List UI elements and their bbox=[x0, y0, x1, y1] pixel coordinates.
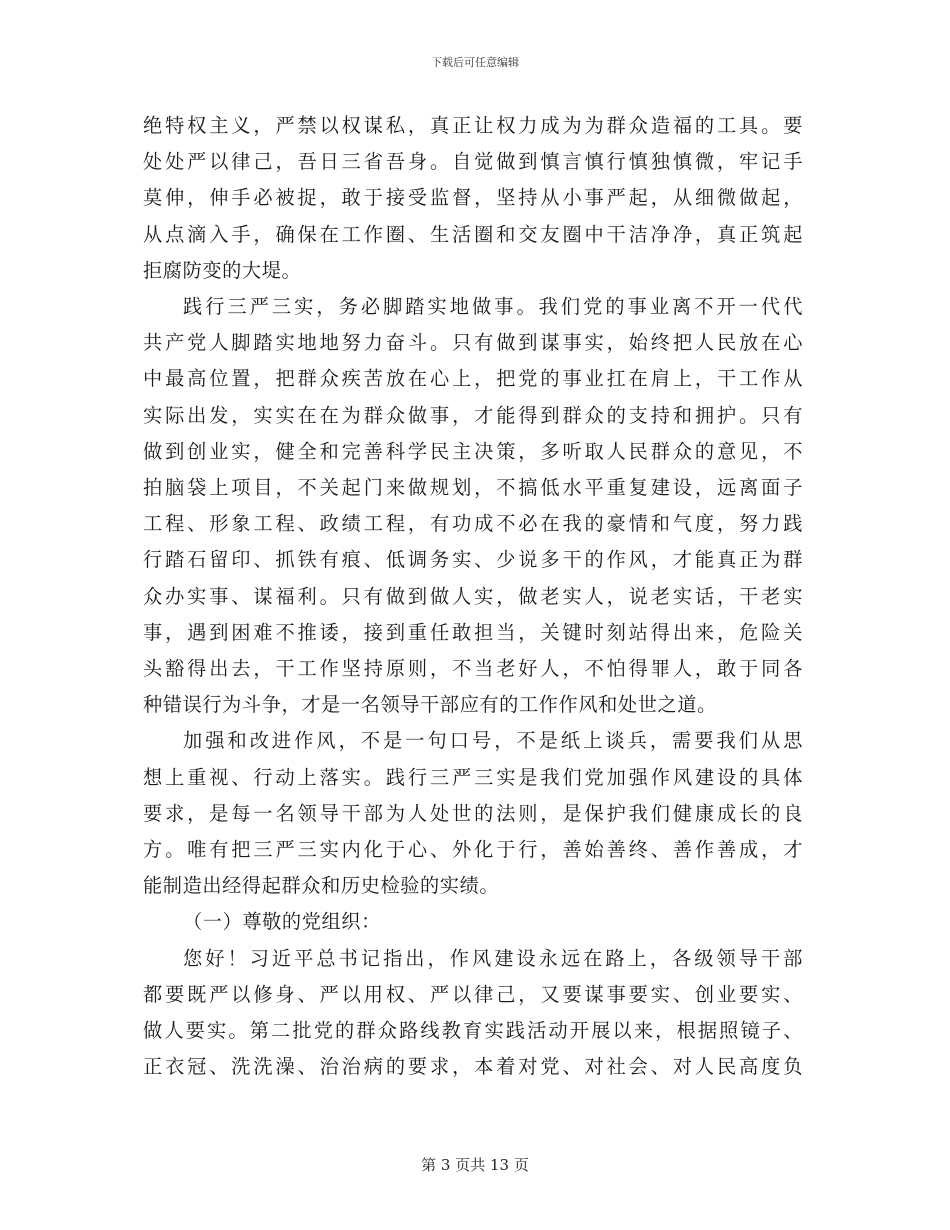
text-line: 方。唯有把三严三实内化于心、外化于行，善始善终、善作善成，才 bbox=[143, 838, 803, 862]
text-line: 种错误行为斗争，才是一名领导干部应有的工作作风和处世之道。 bbox=[143, 693, 717, 717]
text-line: 处处严以律己，吾日三省吾身。自觉做到慎言慎行慎独慎微，牢记手 bbox=[143, 150, 803, 174]
text-line: 您好！习近平总书记指出，作风建设永远在路上，各级领导干部 bbox=[183, 946, 803, 970]
text-line: 行踏石留印、抓铁有痕、低调务实、少说多干的作风，才能真正为群 bbox=[143, 548, 803, 572]
text-line: 能制造出经得起群众和历史检验的实绩。 bbox=[143, 874, 500, 898]
text-line: 从点滴入手，确保在工作圈、生活圈和交友圈中干洁净净，真正筑起 bbox=[143, 222, 803, 246]
text-line: 共产党人脚踏实地地努力奋斗。只有做到谋事实，始终把人民放在心 bbox=[143, 331, 803, 355]
text-line: 践行三严三实，务必脚踏实地做事。我们党的事业离不开一代代 bbox=[183, 295, 803, 319]
page-header-note: 下载后可任意编辑 bbox=[431, 56, 519, 69]
document-body bbox=[143, 108, 803, 1085]
paragraph-4 bbox=[143, 941, 803, 1086]
paragraph-1 bbox=[143, 108, 803, 289]
text-line: 事，遇到困难不推诿，接到重任敢担当，关键时刻站得出来，危险关 bbox=[143, 620, 803, 644]
text-line: 想上重视、行动上落实。践行三严三实是我们党加强作风建设的具体 bbox=[143, 765, 803, 789]
section-heading-text: （一）尊敬的党组织： bbox=[183, 910, 381, 934]
text-line: 做到创业实，健全和完善科学民主决策，多听取人民群众的意见，不 bbox=[143, 439, 803, 463]
text-line: 绝特权主义，严禁以权谋私，真正让权力成为为群众造福的工具。要 bbox=[143, 114, 803, 137]
section-heading bbox=[143, 904, 803, 940]
text-line: 都要既严以修身、严以用权、严以律己，又要谋事要实、创业要实、 bbox=[143, 982, 803, 1006]
text-line: 正衣冠、洗洗澡、治治病的要求，本着对党、对社会、对人民高度负 bbox=[143, 1055, 803, 1079]
text-line: 做人要实。第二批党的群众路线教育实践活动开展以来，根据照镜子、 bbox=[143, 1019, 803, 1043]
text-line: 加强和改进作风，不是一句口号，不是纸上谈兵，需要我们从思 bbox=[183, 729, 803, 753]
text-line: 莫伸，伸手必被捉，敢于接受监督，坚持从小事严起，从细微做起， bbox=[143, 186, 803, 210]
page-number: 第 3 页共 13 页 bbox=[421, 1156, 529, 1174]
paragraph-2 bbox=[143, 289, 803, 723]
text-line: 中最高位置，把群众疾苦放在心上，把党的事业扛在肩上，干工作从 bbox=[143, 367, 803, 391]
text-line: 拒腐防变的大堤。 bbox=[143, 258, 302, 282]
text-line: 众办实事、谋福利。只有做到做人实，做老实人，说老实话，干老实 bbox=[143, 584, 803, 608]
text-line: 工程、形象工程、政绩工程，有功成不必在我的豪情和气度，努力践 bbox=[143, 512, 803, 536]
text-line: 拍脑袋上项目，不关起门来做规划，不搞低水平重复建设，远离面子 bbox=[143, 476, 803, 500]
text-line: 要求，是每一名领导干部为人处世的法则，是保护我们健康成长的良 bbox=[143, 801, 803, 825]
text-line: 头豁得出去，干工作坚持原则，不当老好人，不怕得罪人，敢于同各 bbox=[143, 657, 803, 681]
paragraph-3 bbox=[143, 723, 803, 904]
text-line: 实际出发，实实在在为群众做事，才能得到群众的支持和拥护。只有 bbox=[143, 403, 803, 427]
